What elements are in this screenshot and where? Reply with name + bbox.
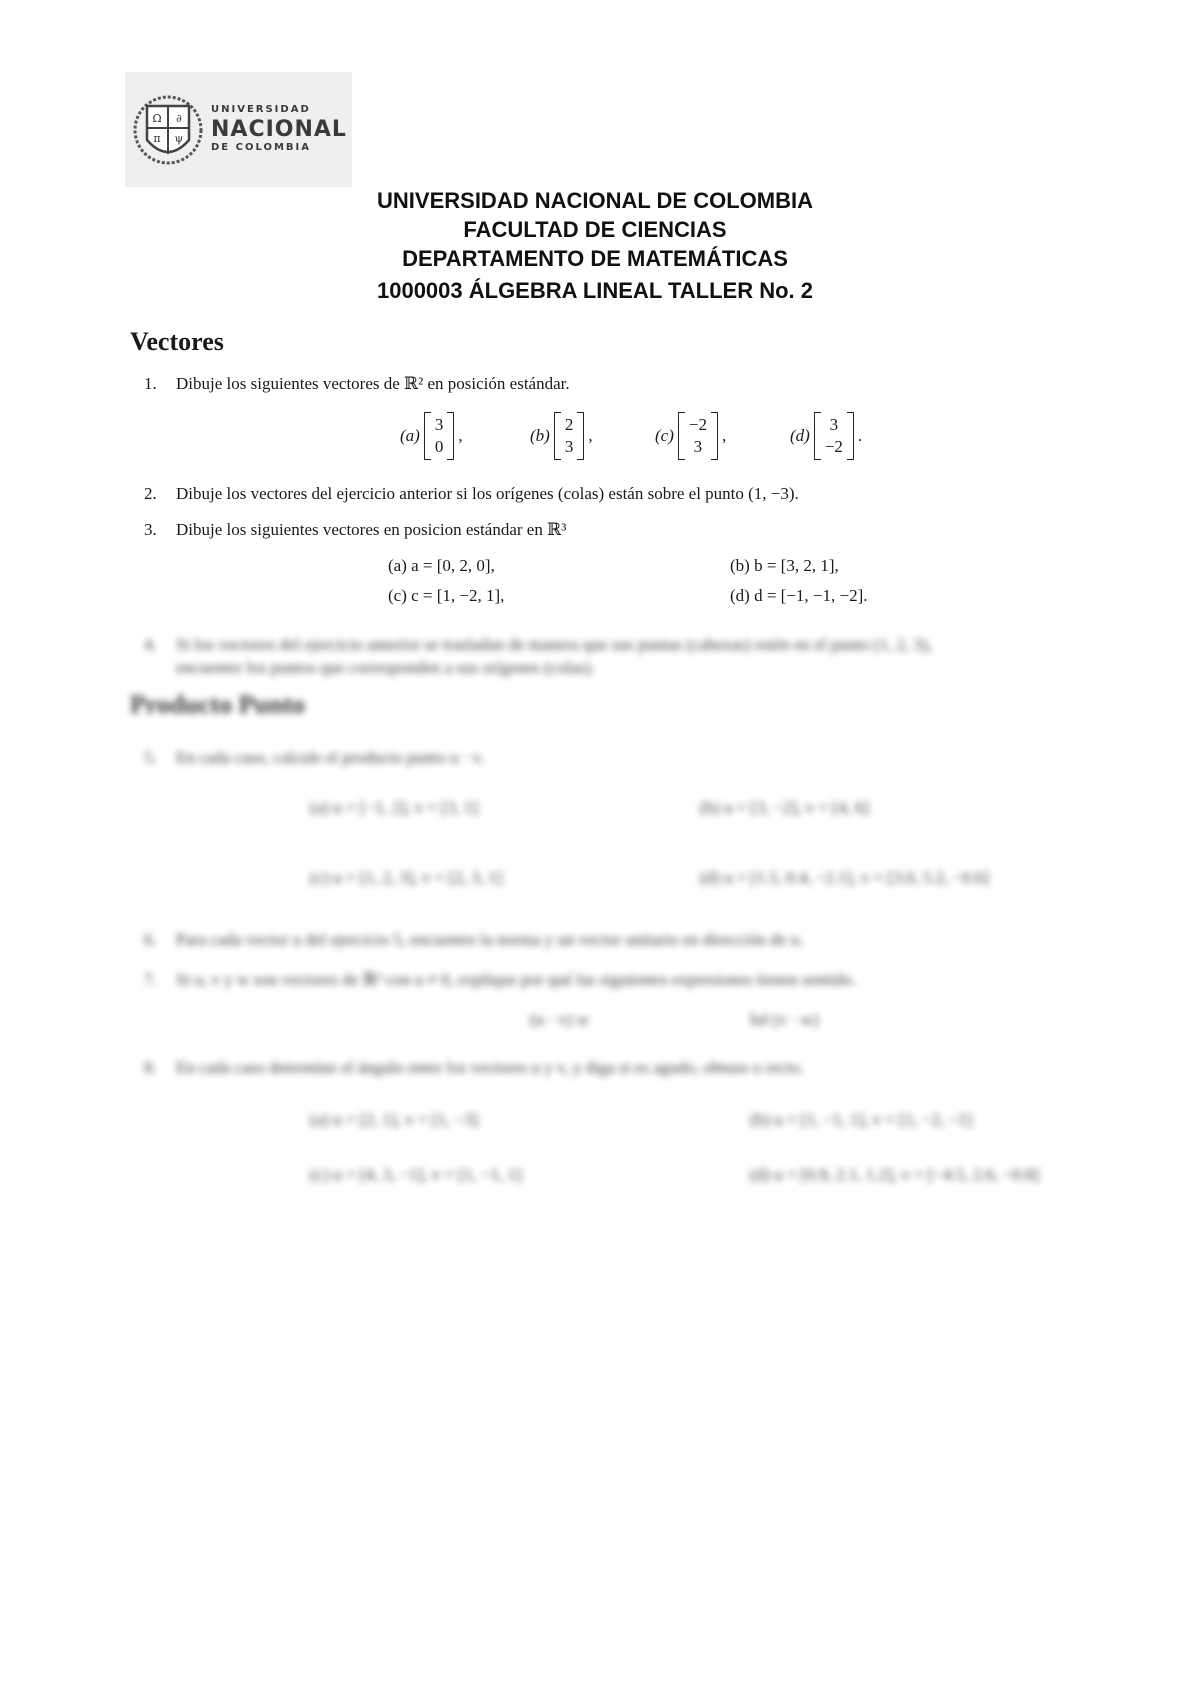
vector-entry: 3 — [564, 437, 574, 456]
vector-separator: . — [857, 426, 863, 445]
ex5-b: (b) u = [3, −2], v = [4, 6] — [700, 798, 869, 817]
exercise-text: Si u, v y w son vectores de ℝ³ con u ≠ 0, explique por qué las siguientes expresiones tienen sentido. — [176, 970, 856, 989]
vector-a — [400, 412, 463, 460]
ex5-c: (c) u = [1, 2, 3], v = [2, 3, 1] — [310, 868, 503, 887]
exercise-text: En cada caso determine el ángulo entre los vectores u y v, y diga si es agudo, obtuso o recto. — [176, 1058, 804, 1077]
vector-label: (c) — [655, 426, 674, 445]
column-vector — [424, 412, 455, 460]
vector-r3-d: (d) d = [−1, −1, −2]. — [730, 586, 868, 605]
vector-r3-c: (c) c = [1, −2, 1], — [388, 586, 505, 605]
vector-b — [530, 412, 593, 460]
exercise-7 — [144, 970, 856, 990]
exercise-4-cont: encuentre los puntos que corresponden a sus orígenes (colas). — [176, 658, 595, 677]
column-vector — [814, 412, 854, 460]
vector-entry: 0 — [434, 437, 444, 456]
ex5-d: (d) u = [1.5, 0.4, −2.1], v = [3.0, 5.2, −0.6] — [700, 868, 990, 887]
svg-text:Ω: Ω — [152, 111, 162, 125]
vector-entry: 3 — [434, 415, 444, 434]
vector-entry: 2 — [564, 415, 574, 434]
exercise-text: Si los vectores del ejercicio anterior se trasladan de manera que sus puntas (cabezas) estén en el punto (1, 2, 3), — [176, 635, 932, 654]
exercise-number: 5. — [144, 748, 157, 767]
vector-label: (b) — [530, 426, 550, 445]
exercise-5 — [144, 748, 484, 768]
ex7-right: ‖u‖ (v · w) — [750, 1010, 819, 1029]
header-department: DEPARTAMENTO DE MATEMÁTICAS — [402, 246, 788, 271]
exercise-number: 6. — [144, 930, 157, 949]
vector-separator: , — [588, 426, 593, 445]
ex8-c: (c) u = [4, 3, −1], v = [1, −1, 1] — [310, 1165, 522, 1184]
exercise-text: Dibuje los siguientes vectores de ℝ² en posición estándar. — [176, 374, 570, 393]
exercise-text: Para cada vector u del ejercicio 5, encuentre la norma y un vector unitario en dirección de u. — [176, 930, 804, 949]
vector-separator: , — [458, 426, 463, 445]
exercise-number: 3. — [144, 520, 157, 539]
exercise-text: Dibuje los siguientes vectores en posicion estándar en ℝ³ — [176, 520, 567, 539]
logo-line-3: DE COLOMBIA — [211, 142, 312, 154]
exercise-number: 2. — [144, 484, 157, 503]
vector-entry: −2 — [688, 415, 707, 434]
vector-entry: 3 — [693, 437, 703, 456]
vector-label: (a) — [400, 426, 420, 445]
svg-text:ψ: ψ — [174, 131, 184, 145]
ex8-d: (d) u = [0.9, 2.1, 1.2], v = [−4.5, 2.6, −0.8] — [750, 1165, 1040, 1184]
header-course: 1000003 ÁLGEBRA LINEAL TALLER No. 2 — [376, 278, 813, 303]
vector-entry: 3 — [829, 415, 839, 434]
logo-line-1: UNIVERSIDAD — [211, 104, 311, 116]
ex8-b: (b) u = [1, −1, 1], v = [1, −2, −1] — [750, 1110, 973, 1129]
header-faculty: FACULTAD DE CIENCIAS — [463, 217, 727, 242]
header-university: UNIVERSIDAD NACIONAL DE COLOMBIA — [377, 188, 813, 213]
university-logo — [125, 72, 352, 187]
exercise-4 — [144, 635, 932, 655]
exercise-8 — [144, 1058, 804, 1078]
ex7-left: (u · v) w — [530, 1010, 590, 1029]
exercise-6 — [144, 930, 803, 950]
logo-wordmark — [211, 105, 347, 153]
vector-d — [790, 412, 862, 460]
svg-text:π: π — [153, 131, 161, 145]
exercise-number: 8. — [144, 1058, 157, 1077]
vector-separator: , — [721, 426, 727, 445]
exercise-3 — [144, 520, 566, 540]
section-title-producto-punto: Producto Punto — [130, 690, 306, 719]
column-vector — [554, 412, 585, 460]
vector-c — [655, 412, 726, 460]
university-seal-icon — [133, 84, 203, 176]
blurred-content — [0, 630, 1190, 1250]
exercise-text: Dibuje los vectores del ejercicio anterior si los orígenes (colas) están sobre el punto (1, −3). — [176, 484, 799, 503]
exercise-number: 7. — [144, 970, 157, 989]
exercise-1 — [144, 374, 570, 394]
document-header — [0, 186, 1190, 305]
exercise-number: 4. — [144, 635, 157, 654]
exercise-text: En cada caso, calcule el producto punto u · v. — [176, 748, 485, 767]
ex5-a: (a) u = [−1, 2], v = [3, 1] — [310, 798, 479, 817]
exercise-number: 1. — [144, 374, 157, 393]
vector-entry: −2 — [824, 437, 843, 456]
vector-label: (d) — [790, 426, 810, 445]
ex8-a: (a) u = [2, 1], v = [1, −3] — [310, 1110, 479, 1129]
vector-r3-a: (a) a = [0, 2, 0], — [388, 556, 495, 575]
exercise-2 — [144, 484, 799, 504]
column-vector — [678, 412, 718, 460]
vector-r3-b: (b) b = [3, 2, 1], — [730, 556, 839, 575]
svg-text:∂: ∂ — [176, 111, 182, 125]
section-title-vectores: Vectores — [130, 327, 224, 356]
logo-line-2: NACIONAL — [211, 116, 347, 142]
